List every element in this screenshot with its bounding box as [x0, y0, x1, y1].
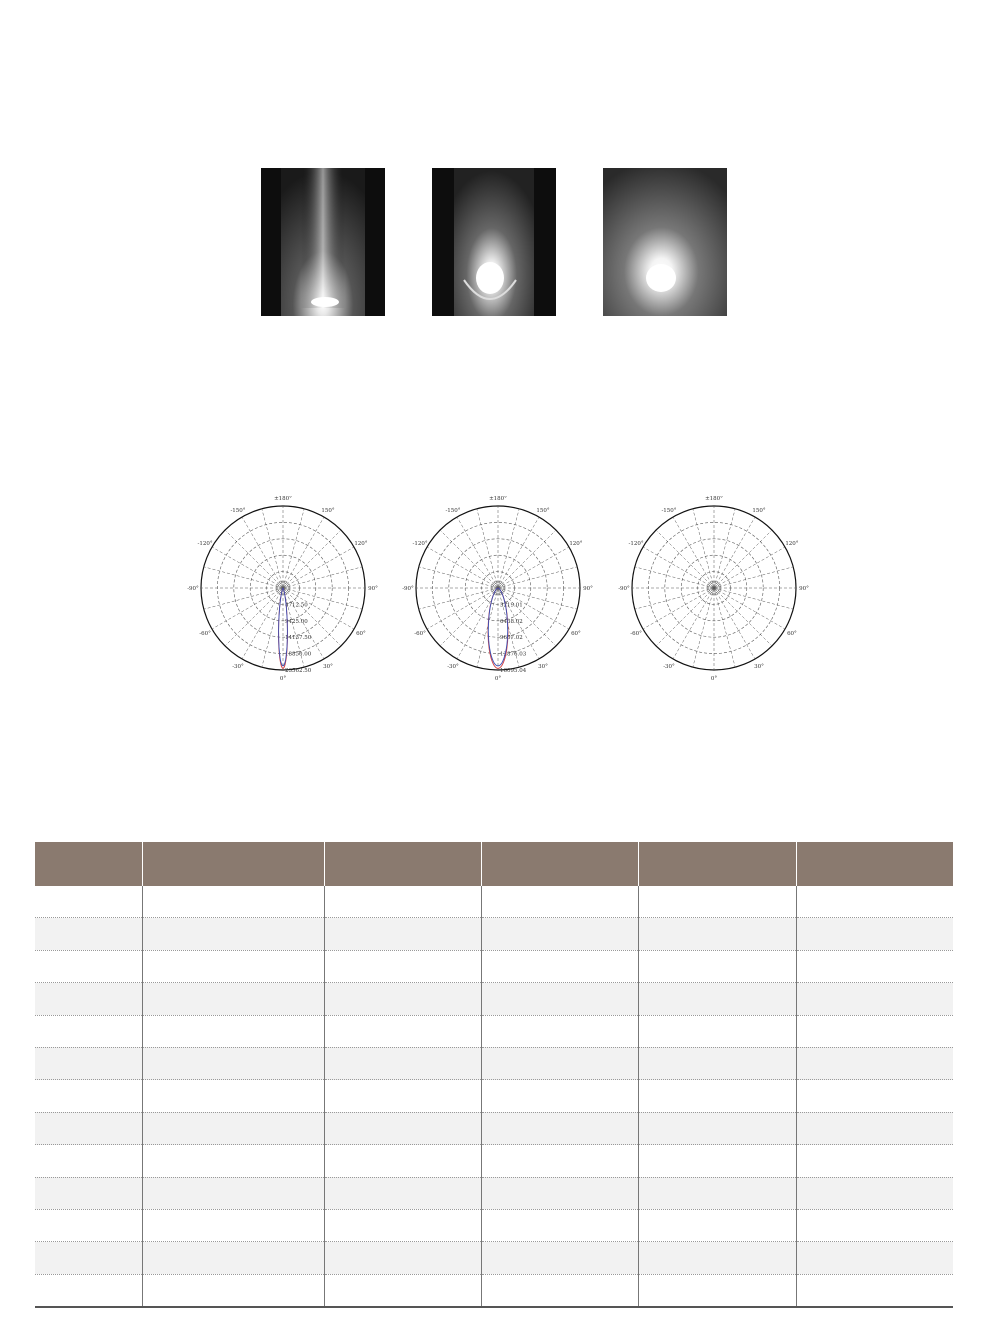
spec-cell [324, 1112, 481, 1144]
polar-radial-value: 9657.02 [500, 635, 523, 642]
spec-cell [142, 1177, 324, 1209]
spec-row [35, 1047, 953, 1079]
spec-cell [481, 983, 638, 1015]
spec-cell [142, 1145, 324, 1177]
polar-angle-label: -90° [618, 586, 630, 592]
polar-spoke [427, 547, 498, 588]
beam-card-45 [603, 168, 727, 324]
polar-angle-label: ±180° [705, 496, 723, 502]
polar-spoke [693, 588, 714, 667]
beam-image-45 [603, 168, 727, 316]
polar-angle-label: ±180° [489, 496, 507, 502]
spec-cell [142, 886, 324, 918]
spec-cell [324, 1242, 481, 1274]
polar-spoke [283, 547, 354, 588]
polar-angle-label: 60° [571, 631, 581, 637]
polar-spoke [714, 588, 755, 659]
spec-cell [796, 1112, 953, 1144]
spec-cell [796, 1047, 953, 1079]
spec-cell [35, 1015, 142, 1047]
polar-angle-label: 150° [321, 508, 335, 515]
spec-cell [35, 886, 142, 918]
spec-row [35, 918, 953, 950]
polar-radial-value: 18850.00 [285, 651, 312, 658]
polar-angle-label: 90° [583, 586, 593, 592]
spec-row [35, 1274, 953, 1307]
specification-table [35, 842, 953, 1308]
polar-spoke [714, 588, 772, 646]
spec-cell [35, 1242, 142, 1274]
spec-header-cell [142, 842, 324, 886]
polar-angle-label: 0° [279, 676, 287, 681]
polar-spoke [498, 509, 519, 588]
spec-cell [35, 918, 142, 950]
spec-row [35, 1177, 953, 1209]
spec-cell [796, 1274, 953, 1307]
spec-cell [324, 950, 481, 982]
polar-chart-17 [183, 496, 383, 687]
spec-cell [638, 983, 796, 1015]
spec-cell [324, 1177, 481, 1209]
polar-spoke [477, 509, 498, 588]
polar-spoke [204, 588, 283, 609]
spec-cell [35, 1177, 142, 1209]
spec-cell [796, 918, 953, 950]
polar-angle-label: 0° [710, 676, 718, 681]
polar-radial-value: 14137.50 [285, 635, 312, 642]
polar-spoke [498, 530, 556, 588]
spec-cell [638, 1145, 796, 1177]
spec-cell [324, 1047, 481, 1079]
spec-cell [324, 1145, 481, 1177]
polar-spoke [714, 588, 785, 629]
polar-spoke [714, 517, 755, 588]
polar-angle-label: 90° [368, 586, 378, 592]
spec-cell [481, 918, 638, 950]
spec-cell [796, 886, 953, 918]
spec-cell [481, 1209, 638, 1241]
polar-spoke [283, 567, 362, 588]
polar-spoke [714, 530, 772, 588]
polar-spoke [643, 547, 714, 588]
polar-spoke [242, 588, 283, 659]
spec-cell [481, 1015, 638, 1047]
spec-cell [638, 1080, 796, 1112]
polar-angle-label: 30° [323, 663, 333, 670]
spec-cell [638, 1209, 796, 1241]
polar-angle-label: 90° [799, 586, 809, 592]
polar-angle-label: 150° [536, 508, 550, 515]
spec-cell [796, 1145, 953, 1177]
spec-cell [142, 1242, 324, 1274]
spec-cell [638, 1015, 796, 1047]
spec-cell [35, 1112, 142, 1144]
polar-angle-label: -150° [230, 508, 246, 515]
polar-spoke [714, 588, 793, 609]
beam-image-30 [432, 168, 556, 316]
polar-angle-label: -60° [414, 631, 426, 637]
polar-spoke [656, 530, 714, 588]
spec-row [35, 1080, 953, 1112]
spec-cell [638, 886, 796, 918]
polar-chart-45-svg [614, 496, 814, 681]
spec-cell [796, 1242, 953, 1274]
spec-cell [142, 1015, 324, 1047]
polar-angle-label: 60° [356, 631, 366, 637]
polar-angle-label: 60° [787, 631, 797, 637]
polar-angle-label: -150° [445, 508, 461, 515]
polar-spoke [440, 530, 498, 588]
polar-radial-value: 6438.02 [500, 618, 523, 625]
polar-spoke [212, 547, 283, 588]
polar-angle-label: ±180° [274, 496, 292, 502]
spec-cell [142, 1209, 324, 1241]
polar-angle-label: -60° [199, 631, 211, 637]
polar-radial-value: 3219.01 [500, 602, 523, 609]
polar-angle-label: 120° [785, 541, 799, 547]
polar-radial-value: 12876.03 [500, 651, 527, 658]
polar-spoke [477, 588, 498, 667]
spec-header-cell [324, 842, 481, 886]
polar-spoke [427, 588, 498, 629]
polar-spoke [673, 588, 714, 659]
polar-radial-value: 23562.50 [285, 668, 312, 674]
spec-cell [481, 1145, 638, 1177]
polar-radial-value: 9425.00 [285, 618, 308, 625]
polar-spoke [714, 509, 735, 588]
spec-row [35, 1242, 953, 1274]
polar-angle-label: -30° [232, 663, 244, 670]
spec-cell [638, 950, 796, 982]
spec-cell [481, 1047, 638, 1079]
spec-cell [324, 918, 481, 950]
polar-angle-label: 120° [354, 541, 368, 547]
spec-cell [35, 1080, 142, 1112]
polar-spoke [498, 547, 569, 588]
polar-chart-30-svg [398, 496, 598, 681]
polar-spoke [693, 509, 714, 588]
polar-angle-label: -30° [447, 663, 459, 670]
polar-radial-value: 4712.50 [285, 602, 308, 609]
spec-row [35, 1209, 953, 1241]
spec-cell [35, 1047, 142, 1079]
polar-spoke [714, 588, 735, 667]
polar-spoke [283, 530, 341, 588]
polar-chart-30 [398, 496, 598, 687]
polar-angle-label: -120° [197, 541, 213, 547]
spec-cell [796, 1177, 953, 1209]
spec-cell [324, 1274, 481, 1307]
spec-row [35, 983, 953, 1015]
spec-header-cell [638, 842, 796, 886]
polar-spoke [283, 517, 324, 588]
polar-angle-label: -30° [663, 663, 675, 670]
beam-card-30 [432, 168, 556, 324]
spec-cell [142, 1047, 324, 1079]
spec-cell [324, 1209, 481, 1241]
spec-cell [638, 1112, 796, 1144]
spec-cell [35, 1274, 142, 1307]
polar-angle-label: -120° [628, 541, 644, 547]
spec-cell [481, 1112, 638, 1144]
polar-angle-label: -90° [402, 586, 414, 592]
spec-cell [638, 1274, 796, 1307]
polar-angle-label: -60° [630, 631, 642, 637]
spec-cell [142, 950, 324, 982]
spec-cell [481, 1177, 638, 1209]
polar-angle-label: 30° [538, 663, 548, 670]
spec-header-cell [35, 842, 142, 886]
polar-spoke [283, 509, 304, 588]
spec-row [35, 1145, 953, 1177]
spec-cell [35, 983, 142, 1015]
spec-cell [35, 1145, 142, 1177]
spec-cell [481, 1274, 638, 1307]
spec-cell [796, 983, 953, 1015]
polar-spoke [225, 588, 283, 646]
spec-cell [638, 1047, 796, 1079]
beam-image-17 [261, 168, 385, 316]
polar-angle-label: 30° [754, 663, 764, 670]
spec-header-row [35, 842, 953, 886]
spec-cell [35, 1209, 142, 1241]
spec-cell [638, 1242, 796, 1274]
spec-cell [481, 886, 638, 918]
spec-row [35, 1015, 953, 1047]
polar-spoke [419, 567, 498, 588]
spec-cell [638, 1177, 796, 1209]
polar-angle-label: 150° [752, 508, 766, 515]
polar-spoke [656, 588, 714, 646]
spec-row [35, 886, 953, 918]
spec-row [35, 1112, 953, 1144]
spec-cell [142, 918, 324, 950]
spec-cell [796, 1209, 953, 1241]
polar-spoke [204, 567, 283, 588]
spec-cell [481, 1080, 638, 1112]
polar-spoke [262, 509, 283, 588]
polar-spoke [635, 588, 714, 609]
light-distribution-curves [0, 496, 1000, 706]
polar-spoke [419, 588, 498, 609]
polar-spoke [212, 588, 283, 629]
spec-cell [142, 983, 324, 1015]
polar-radial-value: 16095.04 [500, 668, 527, 674]
spec-cell [35, 950, 142, 982]
spec-cell [796, 950, 953, 982]
polar-chart-45 [614, 496, 814, 687]
polar-angle-label: -90° [187, 586, 199, 592]
polar-angle-label: -120° [412, 541, 428, 547]
spec-cell [324, 886, 481, 918]
polar-spoke [635, 567, 714, 588]
spec-cell [796, 1015, 953, 1047]
polar-spoke [498, 567, 577, 588]
polar-spoke [714, 567, 793, 588]
spec-cell [796, 1080, 953, 1112]
spec-row [35, 950, 953, 982]
spec-header-cell [796, 842, 953, 886]
spec-table-body [35, 886, 953, 1307]
polar-angle-label: 120° [569, 541, 583, 547]
spec-cell [142, 1112, 324, 1144]
spec-cell [324, 1015, 481, 1047]
spec-cell [481, 1242, 638, 1274]
spec-cell [324, 1080, 481, 1112]
polar-spoke [673, 517, 714, 588]
polar-spoke [714, 547, 785, 588]
spec-cell [481, 950, 638, 982]
beam-card-17 [261, 168, 385, 324]
polar-angle-label: -150° [661, 508, 677, 515]
spec-cell [142, 1080, 324, 1112]
spec-cell [638, 918, 796, 950]
spec-cell [324, 983, 481, 1015]
polar-spoke [643, 588, 714, 629]
beam-angle-images [0, 168, 1000, 348]
polar-spoke [242, 517, 283, 588]
spec-header-cell [481, 842, 638, 886]
polar-spoke [498, 517, 539, 588]
polar-spoke [457, 517, 498, 588]
polar-angle-label: 0° [494, 676, 502, 681]
polar-spoke [225, 530, 283, 588]
spec-cell [142, 1274, 324, 1307]
polar-chart-17-svg [183, 496, 383, 681]
